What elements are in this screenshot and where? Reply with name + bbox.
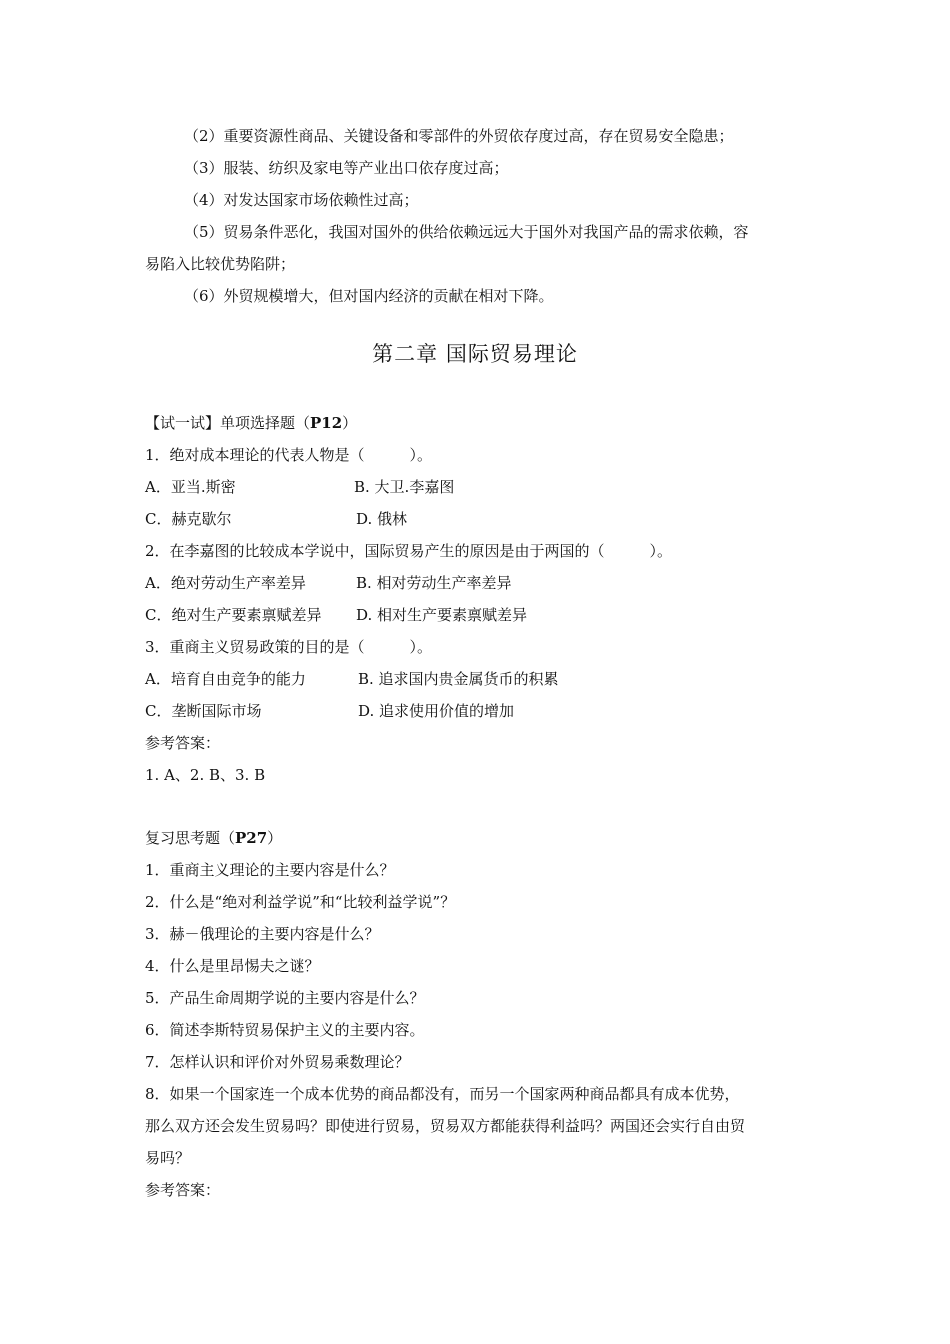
review-answer-label: 参考答案：	[145, 1181, 221, 1199]
chapter-title: 第二章 国际贸易理论	[372, 342, 578, 366]
quiz-answer-label: 参考答案：	[145, 734, 221, 752]
quiz-q3-option-c: C．垄断国际市场	[145, 702, 262, 720]
quiz-question-1: 1．绝对成本理论的代表人物是（ ）。	[145, 446, 433, 464]
review-question-1: 1．重商主义理论的主要内容是什么？	[145, 861, 395, 879]
quiz-heading	[145, 413, 357, 433]
quiz-question-3: 3．重商主义贸易政策的目的是（ ）。	[145, 638, 433, 656]
quiz-q3-option-b: B. 追求国内贵金属货币的积累	[358, 670, 559, 688]
review-question-8-line-2: 那么双方还会发生贸易吗？即使进行贸易，贸易双方都能获得利益吗？两国还会实行自由贸	[145, 1117, 746, 1135]
quiz-q2-option-c: C．绝对生产要素禀赋差异	[145, 606, 322, 624]
intro-line-6: （6）外贸规模增大，但对国内经济的贡献在相对下降。	[184, 287, 554, 305]
quiz-answer: 1. A、2. B、3. B	[145, 766, 266, 784]
quiz-q1-option-a: A．亚当.斯密	[145, 478, 236, 496]
quiz-q1-option-c: C．赫克歇尔	[145, 510, 232, 528]
quiz-q3-option-a: A．培育自由竞争的能力	[145, 670, 306, 688]
review-question-8-line-3: 易吗？	[145, 1149, 191, 1167]
review-question-5: 5．产品生命周期学说的主要内容是什么？	[145, 989, 425, 1007]
intro-line-2: （2）重要资源性商品、关键设备和零部件的外贸依存度过高，存在贸易安全隐患；	[184, 127, 734, 145]
review-question-7: 7．怎样认识和评价对外贸易乘数理论？	[145, 1053, 410, 1071]
intro-line-4: （4）对发达国家市场依赖性过高；	[184, 191, 419, 209]
quiz-q2-option-b: B. 相对劳动生产率差异	[356, 574, 512, 592]
review-question-2: 2．什么是“绝对利益学说”和“比较利益学说”？	[145, 893, 456, 911]
intro-line-5: （5）贸易条件恶化，我国对国外的供给依赖远远大于国外对我国产品的需求依赖，容	[184, 223, 749, 241]
quiz-heading-prefix: 【试一试】单项选择题（	[145, 414, 311, 432]
review-question-6: 6．简述李斯特贸易保护主义的主要内容。	[145, 1021, 425, 1039]
intro-line-3: （3）服装、纺织及家电等产业出口依存度过高；	[184, 159, 509, 177]
review-heading-suffix: ）	[267, 829, 283, 847]
quiz-q1-option-d: D. 俄林	[356, 510, 408, 528]
quiz-heading-page: P12	[310, 414, 343, 432]
review-heading-page: P27	[235, 829, 268, 847]
quiz-heading-suffix: ）	[342, 414, 358, 432]
review-question-4: 4．什么是里昂惕夫之谜？	[145, 957, 320, 975]
review-heading	[145, 828, 282, 848]
review-question-8-line-1: 8．如果一个国家连一个成本优势的商品都没有，而另一个国家两种商品都具有成本优势，	[145, 1085, 740, 1103]
intro-line-5-cont: 易陷入比较优势陷阱；	[145, 255, 296, 273]
quiz-q2-option-d: D. 相对生产要素禀赋差异	[356, 606, 528, 624]
review-heading-prefix: 复习思考题（	[145, 829, 236, 847]
review-question-3: 3．赫－俄理论的主要内容是什么？	[145, 925, 380, 943]
quiz-q1-option-b: B. 大卫.李嘉图	[354, 478, 455, 496]
quiz-q2-option-a: A．绝对劳动生产率差异	[145, 574, 306, 592]
quiz-q3-option-d: D. 追求使用价值的增加	[358, 702, 515, 720]
quiz-question-2: 2．在李嘉图的比较成本学说中，国际贸易产生的原因是由于两国的（ ）。	[145, 542, 673, 560]
